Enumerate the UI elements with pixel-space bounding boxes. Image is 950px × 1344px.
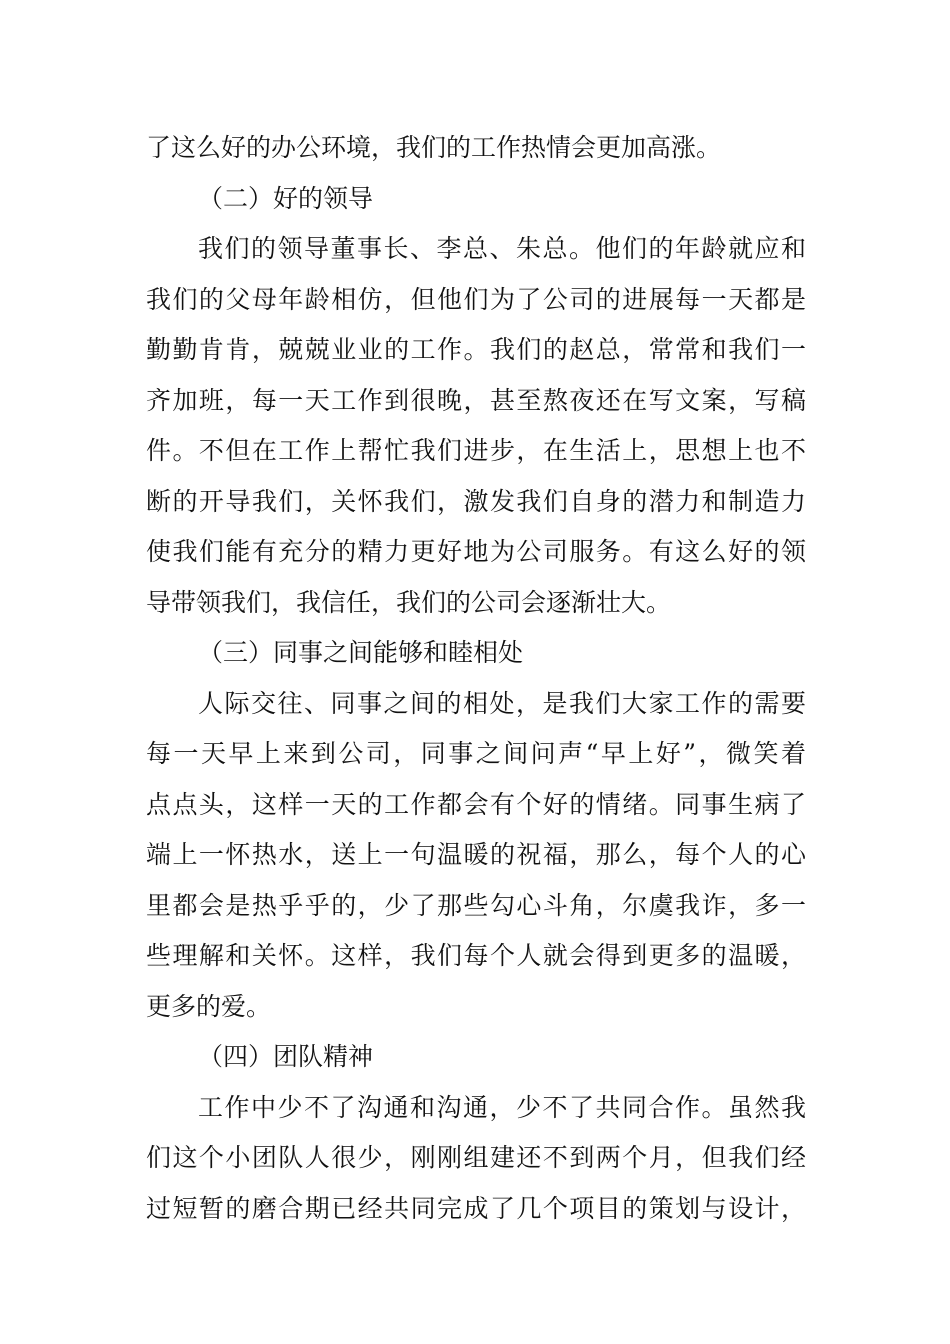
- paragraph-line: 们这个小团队人很少，刚刚组建还不到两个月，但我们经: [146, 1143, 806, 1172]
- section-heading: （四）团队精神: [198, 1042, 374, 1071]
- document-body: [146, 123, 806, 1234]
- paragraph-line: 更多的爱。: [146, 991, 272, 1021]
- paragraph-line: 点点头，这样一天的工作都会有个好的情绪。同事生病了: [146, 789, 806, 819]
- paragraph-line: 勤勤肯肯，兢兢业业的工作。我们的赵总，常常和我们一: [146, 335, 806, 364]
- paragraph-line: 断的开导我们，关怀我们，激发我们自身的潜力和制造力: [146, 486, 806, 516]
- paragraph-line: 我们的父母年龄相仿，但他们为了公司的进展每一天都是: [146, 284, 806, 314]
- section-heading: （二）好的领导: [198, 183, 374, 213]
- paragraph-line: 端上一怀热水，送上一句温暖的祝福，那么，每个人的心: [146, 840, 806, 869]
- paragraph-line: 我们的领导董事长、李总、朱总。他们的年龄就应和: [198, 234, 806, 263]
- paragraph-line: 工作中少不了沟通和沟通，少不了共同合作。虽然我: [198, 1092, 806, 1122]
- paragraph-line: 导带领我们，我信任，我们的公司会逐渐壮大。: [146, 587, 672, 617]
- paragraph-line: 使我们能有充分的精力更好地为公司服务。有这么好的领: [146, 537, 806, 566]
- paragraph-line: 件。不但在工作上帮忙我们进步，在生活上，思想上也不: [146, 436, 806, 465]
- section-heading: （三）同事之间能够和睦相处: [198, 638, 524, 667]
- paragraph-line: 齐加班，每一天工作到很晚，甚至熬夜还在写文案，写稿: [146, 385, 806, 415]
- paragraph-line: 每一天早上来到公司，同事之间问声“早上好”，微笑着: [146, 739, 806, 768]
- paragraph-line: 里都会是热乎乎的，少了那些勾心斗角，尔虞我诈，多一: [146, 890, 806, 920]
- paragraph-line: 过短暂的磨合期已经共同完成了几个项目的策划与设计，: [146, 1193, 806, 1223]
- paragraph-line: 了这么好的办公环境，我们的工作热情会更加高涨。: [146, 133, 722, 162]
- paragraph-line: 些理解和关怀。这样，我们每个人就会得到更多的温暖，: [146, 941, 806, 970]
- paragraph-line: 人际交往、同事之间的相处，是我们大家工作的需要: [198, 688, 806, 718]
